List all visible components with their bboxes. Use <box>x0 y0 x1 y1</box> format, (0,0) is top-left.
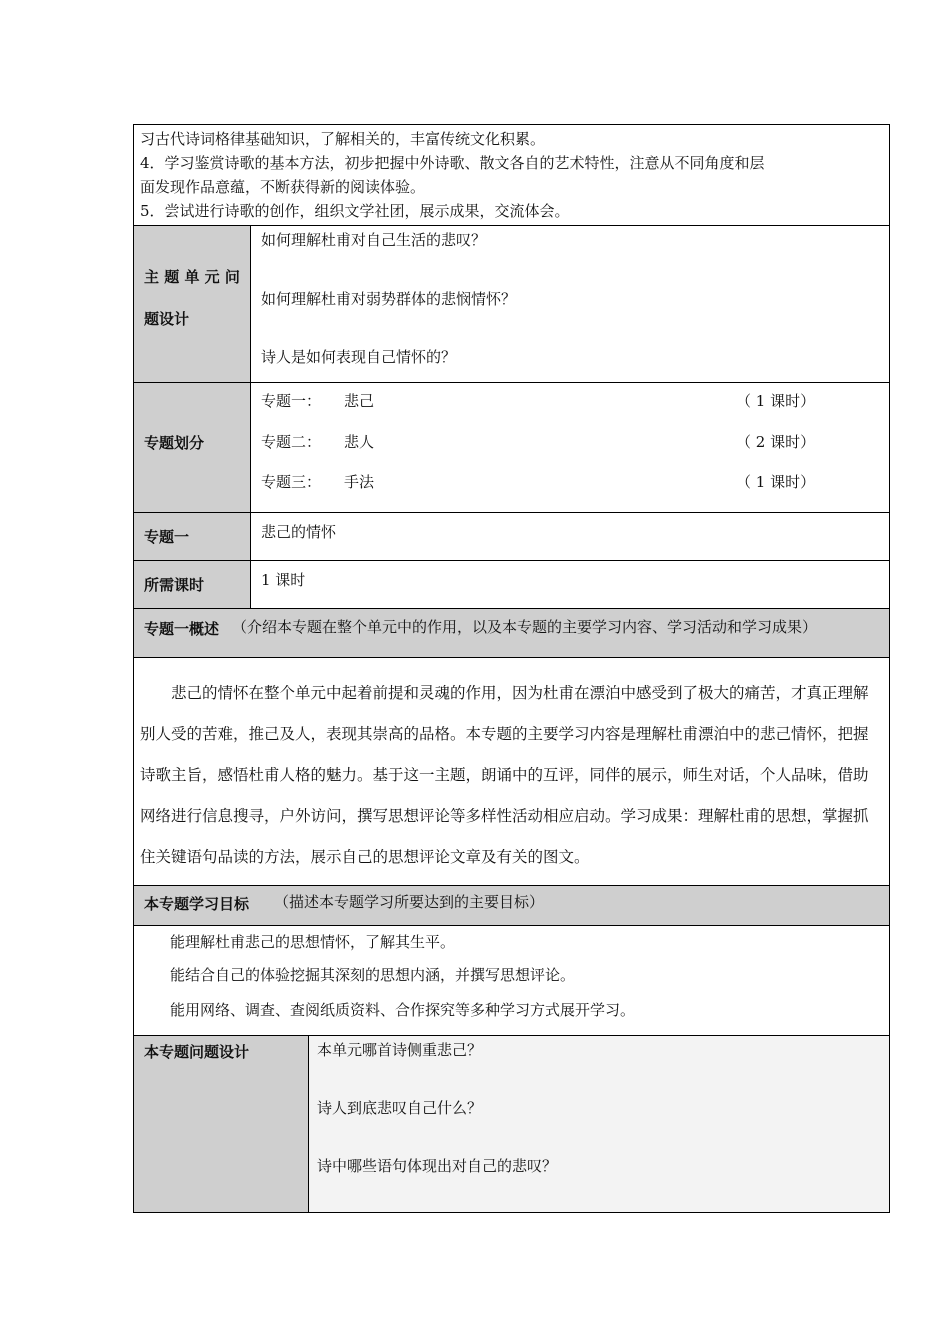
topic-hours: （ 1 课时） <box>736 392 816 410</box>
topic-division-label-cell <box>134 383 251 512</box>
topic-question-label: 本专题问题设计 <box>144 1043 250 1061</box>
intro-line: 5．尝试进行诗歌的创作，组织文学社团，展示成果，交流体会。 <box>140 202 570 220</box>
unit-question-label-cell <box>134 226 251 382</box>
hours-label: 所需课时 <box>144 576 205 594</box>
topic-hours: （ 1 课时） <box>736 473 816 491</box>
unit-question: 如何理解杜甫对弱势群体的悲悯情怀？ <box>261 290 517 308</box>
topic1-row <box>133 512 890 561</box>
topic1-value: 悲己的情怀 <box>261 523 337 541</box>
overview-header <box>133 608 890 658</box>
hours-value: 1 课时 <box>261 571 306 589</box>
goals-body <box>133 925 890 1036</box>
topic1-label-cell <box>134 513 251 560</box>
topic-title: 悲己 <box>344 392 375 410</box>
goals-label: 本专题学习目标 <box>144 895 250 913</box>
topic-name: 专题一： <box>261 392 322 410</box>
topic-question-row <box>133 1035 890 1213</box>
overview-body <box>133 657 890 886</box>
topic1-label: 专题一 <box>144 528 190 546</box>
intro-line: 面发现作品意蕴，不断获得新的阅读体验。 <box>140 178 426 196</box>
topic-hours: （ 2 课时） <box>736 433 816 451</box>
topic-title: 手法 <box>344 473 375 491</box>
goal-item: 能用网络、调查、查阅纸质资料、合作探究等多种学习方式展开学习。 <box>170 1001 636 1019</box>
intro-line: 习古代诗词格律基础知识，了解相关的，丰富传统文化积累。 <box>140 130 546 148</box>
topic-title: 悲人 <box>344 433 375 451</box>
topic1-content <box>251 513 889 560</box>
goals-hint: （描述本专题学习所要达到的主要目标） <box>274 893 545 911</box>
topic-question-label-cell <box>134 1036 309 1212</box>
topic-name: 专题三： <box>261 473 322 491</box>
hours-row <box>133 560 890 609</box>
topic-question: 诗中哪些语句体现出对自己的悲叹？ <box>317 1157 558 1175</box>
unit-question: 诗人是如何表现自己情怀的？ <box>261 348 457 366</box>
unit-question-label: 主 题 单 元 问 <box>144 268 240 286</box>
unit-question-label: 题设计 <box>144 310 190 328</box>
intro-block <box>133 124 890 226</box>
intro-line: 4．学习鉴赏诗歌的基本方法，初步把握中外诗歌、散文各自的艺术特性，注意从不同角度和层 <box>140 154 765 172</box>
unit-question-row <box>133 225 890 383</box>
unit-question: 如何理解杜甫对自己生活的悲叹？ <box>261 231 487 249</box>
overview-label: 专题一概述 <box>144 620 220 638</box>
goal-item: 能结合自己的体验挖掘其深刻的思想内涵，并撰写思想评论。 <box>170 966 576 984</box>
goal-item: 能理解杜甫悲己的思想情怀，了解其生平。 <box>170 933 456 951</box>
topic-question: 本单元哪首诗侧重悲己？ <box>317 1041 483 1059</box>
topic-division-label: 专题划分 <box>144 434 205 452</box>
topic-question-content <box>309 1036 889 1212</box>
topic-name: 专题二： <box>261 433 322 451</box>
unit-question-content <box>251 226 889 382</box>
topic-question: 诗人到底悲叹自己什么？ <box>317 1099 483 1117</box>
overview-text: 悲己的情怀在整个单元中起着前提和灵魂的作用，因为杜甫在漂泊中感受到了极大的痛苦，才真正理解别人受的苦难，推己及人，表现其崇高的品格。本专题的主要学习内容是理解杜甫漂泊中的悲己情怀，把握诗歌主旨，感悟杜甫人格的魅力。基于这一主题，朗诵中的互评，同伴的展示，师生对话，个人品味，借助网络进行信息搜寻，户外访问，撰写思想评论等多样性活动相应启动。学习成果：理解杜甫的思想，掌握抓住关键语句品读的方法，展示自己的思想评论文章及有关的图文。 <box>140 684 869 866</box>
topic-division-row <box>133 382 890 513</box>
topic-division-content <box>251 383 889 512</box>
overview-hint: （介绍本专题在整个单元中的作用，以及本专题的主要学习内容、学习活动和学习成果） <box>232 618 818 636</box>
hours-content <box>251 561 889 608</box>
goals-header <box>133 885 890 926</box>
hours-label-cell <box>134 561 251 608</box>
